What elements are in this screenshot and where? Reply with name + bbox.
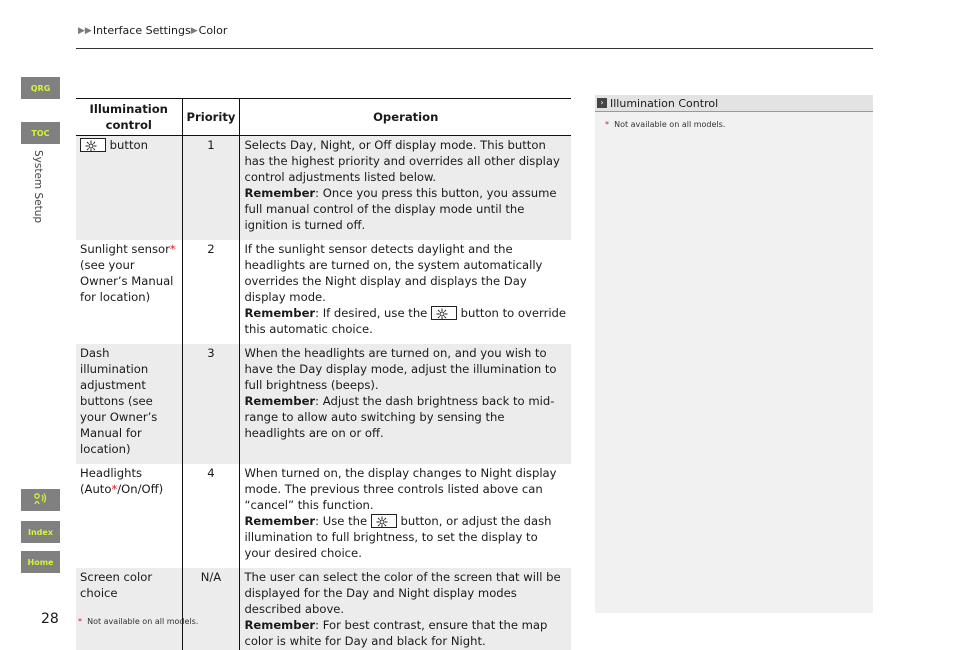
footnote [78,617,198,626]
control-cell [76,240,182,344]
control-label: Sunlight sensor [80,242,170,256]
breadcrumb-item-color[interactable]: Color [198,24,228,37]
operation-cell [240,464,571,568]
toc-button[interactable]: TOC [21,122,60,144]
asterisk-mark: * [78,617,82,626]
operation-text: If the sunlight sensor detects daylight and the headlights are turned on, the system automatically overrides the Night display and displays the Day display mode. [244,242,543,304]
remember-label: Remember [244,394,316,408]
control-label-suffix: /On/Off) [117,482,164,496]
breadcrumb-item-interface-settings[interactable]: Interface Settings [92,24,191,37]
asterisk-mark: * [605,120,609,129]
sidebar-note-text: Not available on all models. [614,120,726,129]
operation-cell [240,136,571,241]
remember-text: : Once you press this button, you assume full manual control of the display mode until the ignition is turned off. [244,186,557,232]
remember-label: Remember [244,514,316,528]
illumination-control-table [76,98,571,650]
control-cell: Screen color choice [76,568,182,650]
remember-label: Remember [244,306,316,320]
section-label: System Setup [32,150,44,224]
control-cell: Dash illumination adjustment buttons (see your Owner’s Manual for location) [76,344,182,464]
sidebar-title-text: Illumination Control [610,96,719,110]
home-button[interactable]: Home [21,551,60,573]
column-header-operation: Operation [240,99,571,136]
column-header-control: Illumination control [76,99,182,136]
priority-cell: 2 [182,240,240,344]
remember-text-suffix: button to override this automatic choice. [244,306,567,336]
sidebar-title [595,95,873,112]
sidebar-note [595,112,873,129]
footnote-text: Not available on all models. [87,617,199,626]
breadcrumb [78,24,227,37]
header-divider [76,48,873,49]
remember-text: : For best contrast, ensure that the map color is white for Day and black for Night. [244,618,548,648]
sun-moon-button-icon [80,138,106,152]
priority-cell: 1 [182,136,240,241]
operation-text: Selects Day, Night, or Off display mode. This button has the highest priority and overrides all other display control adjustments listed below. [244,138,560,184]
table-row [76,568,571,650]
sun-moon-button-icon [431,306,457,320]
control-cell [76,464,182,568]
table-row [76,240,571,344]
operation-cell [240,240,571,344]
qrg-button[interactable]: QRG [21,77,60,99]
table-row [76,464,571,568]
sidebar-panel [595,95,873,613]
priority-cell: N/A [182,568,240,650]
asterisk-mark: * [111,482,118,496]
breadcrumb-arrow-icon: ▶ [190,25,198,36]
chevron-right-icon: › [597,98,607,108]
remember-text: : Adjust the dash brightness back to mid-range to allow auto switching by sensing the headlights are on or off. [244,394,555,440]
table-row [76,136,571,241]
page-number: 28 [41,611,59,627]
voice-command-icon [33,492,49,508]
operation-text: The user can select the color of the screen that will be displayed for the Day and Night display modes described above. [244,570,561,616]
control-cell [76,136,182,241]
index-button[interactable]: Index [21,521,60,543]
remember-text: : If desired, use the [315,306,428,320]
asterisk-mark: * [169,242,176,256]
remember-label: Remember [244,618,316,632]
priority-cell: 4 [182,464,240,568]
control-label: button [106,138,148,152]
remember-label: Remember [244,186,316,200]
control-label-suffix: (see your Owner’s Manual for location) [80,258,174,304]
remember-text-suffix: button, or adjust the dash illumination to full brightness, to set the display to your desired choice. [244,514,552,560]
priority-cell: 3 [182,344,240,464]
operation-cell [240,344,571,464]
table-row [76,344,571,464]
column-header-priority: Priority [182,99,240,136]
operation-text: When turned on, the display changes to Night display mode. The previous three controls listed above can “cancel” this function. [244,466,557,512]
remember-text: : Use the [315,514,368,528]
table-header-row [76,99,571,136]
voice-command-button[interactable] [21,489,60,511]
operation-text: When the headlights are turned on, and you wish to have the Day display mode, adjust the illumination to full brightness (beeps). [244,346,557,392]
breadcrumb-arrow-icon: ▶▶ [78,25,92,36]
sun-moon-button-icon [371,514,397,528]
operation-cell [240,568,571,650]
control-label: Headlights (Auto [80,466,143,496]
